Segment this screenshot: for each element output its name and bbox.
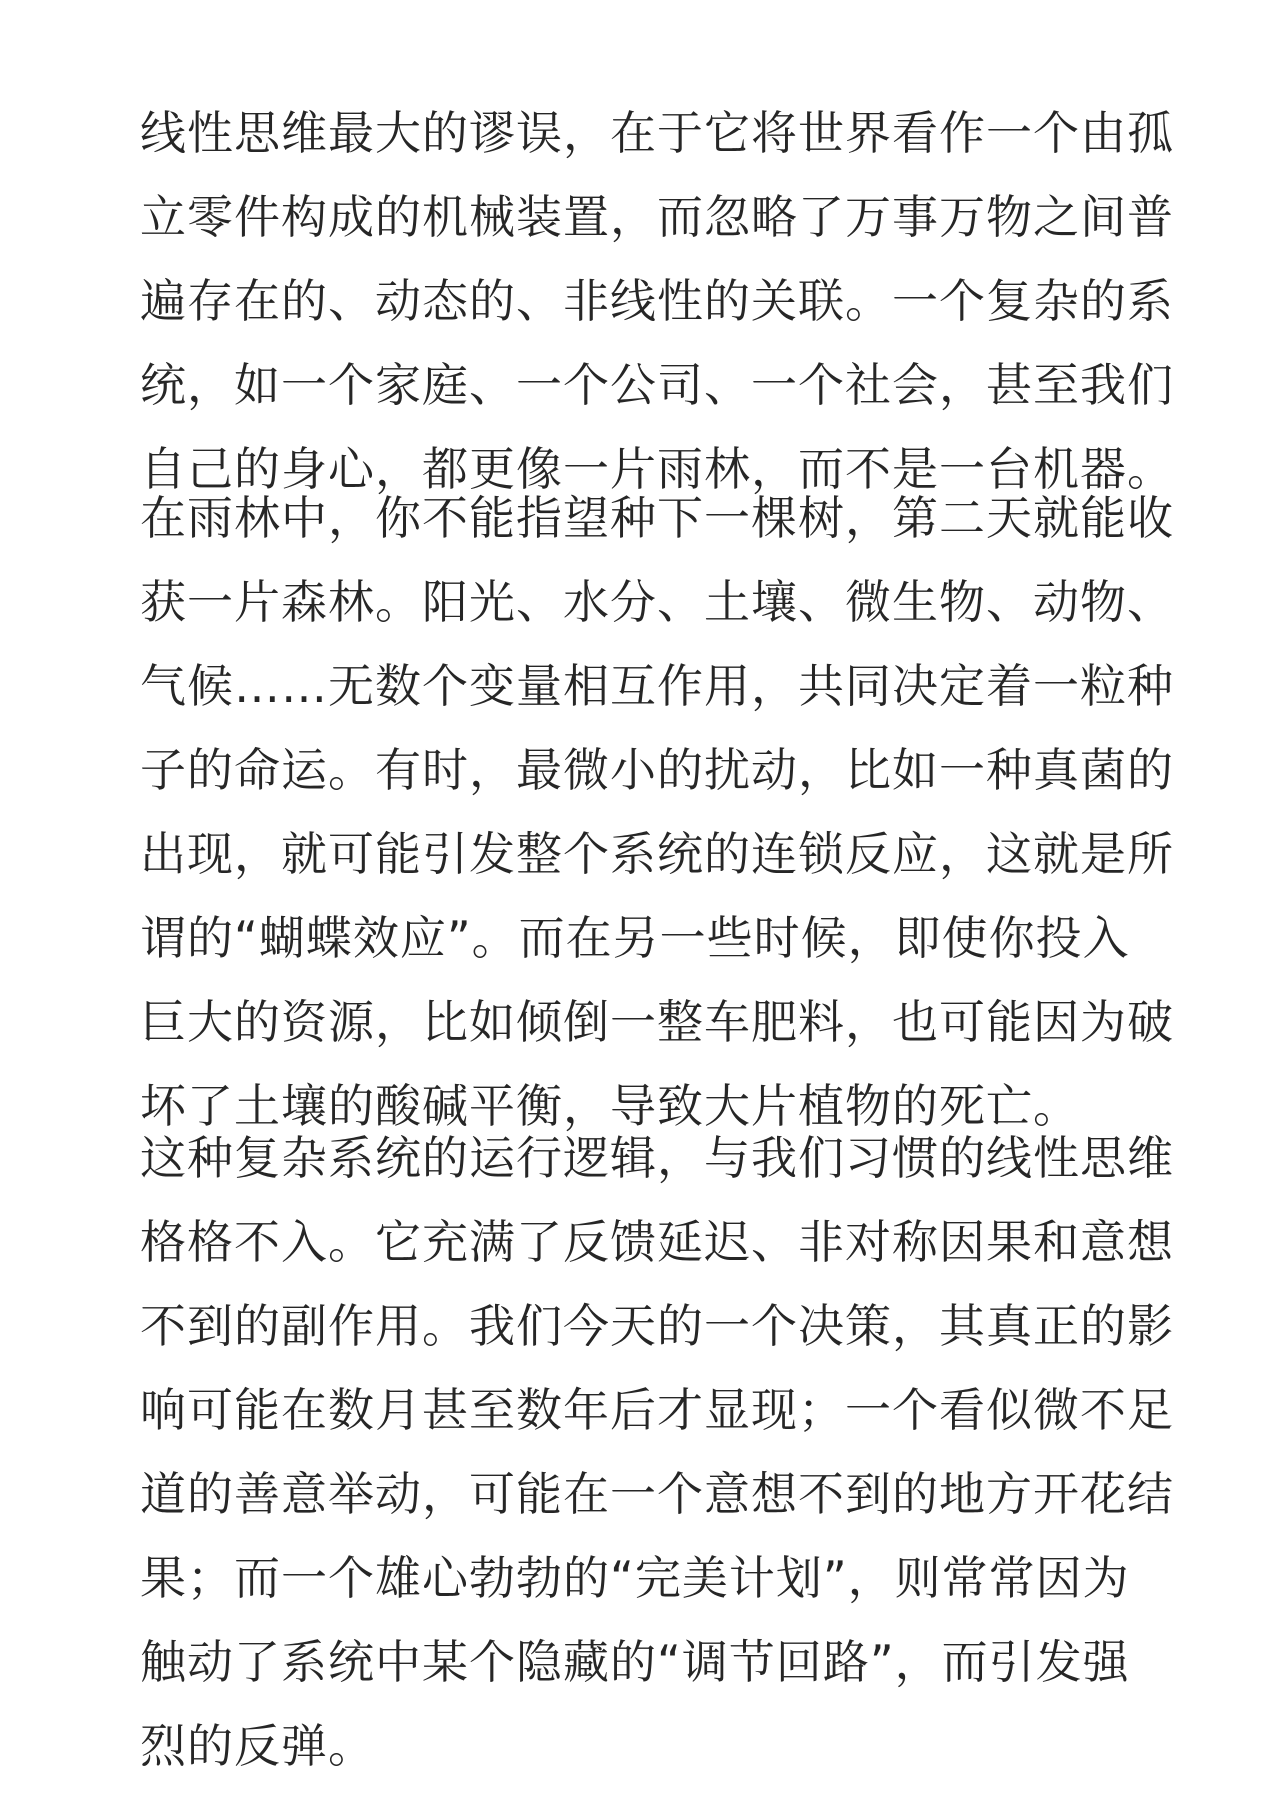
paragraph-3 [140, 1116, 1174, 1788]
text-line: 格格不入。它充满了反馈延迟、非对称因果和意想 [140, 1215, 1174, 1269]
text-line: 遍存在的、动态的、非线性的关联。一个复杂的系 [140, 274, 1174, 328]
text-line: 道的善意举动，可能在一个意想不到的地方开花结 [140, 1467, 1174, 1521]
text-line: 获一片森林。阳光、水分、土壤、微生物、动物、 [140, 575, 1174, 629]
text-line: 子的命运。有时，最微小的扰动，比如一种真菌的 [140, 743, 1174, 797]
text-line: 在雨林中，你不能指望种下一棵树，第二天就能收 [140, 491, 1174, 545]
text-line: 烈的反弹。 [140, 1719, 375, 1773]
text-line: 出现，就可能引发整个系统的连锁反应，这就是所 [140, 827, 1174, 881]
text-line: 线性思维最大的谬误，在于它将世界看作一个由孤 [140, 106, 1174, 160]
text-line: 触动了系统中某个隐藏的“调节回路”，而引发强 [140, 1635, 1130, 1689]
text-line: 响可能在数月甚至数年后才显现；一个看似微不足 [140, 1383, 1174, 1437]
text-line: 谓的“蝴蝶效应”。而在另一些时候，即使你投入 [140, 911, 1130, 965]
text-line: 自己的身心，都更像一片雨林，而不是一台机器。 [140, 442, 1174, 496]
text-line: 统，如一个家庭、一个公司、一个社会，甚至我们 [140, 358, 1174, 412]
text-line: 坏了土壤的酸碱平衡，导致大片植物的死亡。 [140, 1079, 1080, 1133]
text-line: 这种复杂系统的运行逻辑，与我们习惯的线性思维 [140, 1131, 1174, 1185]
text-line: 不到的副作用。我们今天的一个决策，其真正的影 [140, 1299, 1174, 1353]
text-line: 气候……无数个变量相互作用，共同决定着一粒种 [140, 659, 1174, 713]
text-line: 巨大的资源，比如倾倒一整车肥料，也可能因为破 [140, 995, 1174, 1049]
text-line: 果；而一个雄心勃勃的“完美计划”，则常常因为 [140, 1551, 1130, 1605]
paragraph-1 [140, 91, 1174, 511]
paragraph-2 [140, 476, 1174, 1148]
text-line: 立零件构成的机械装置，而忽略了万事万物之间普 [140, 190, 1174, 244]
